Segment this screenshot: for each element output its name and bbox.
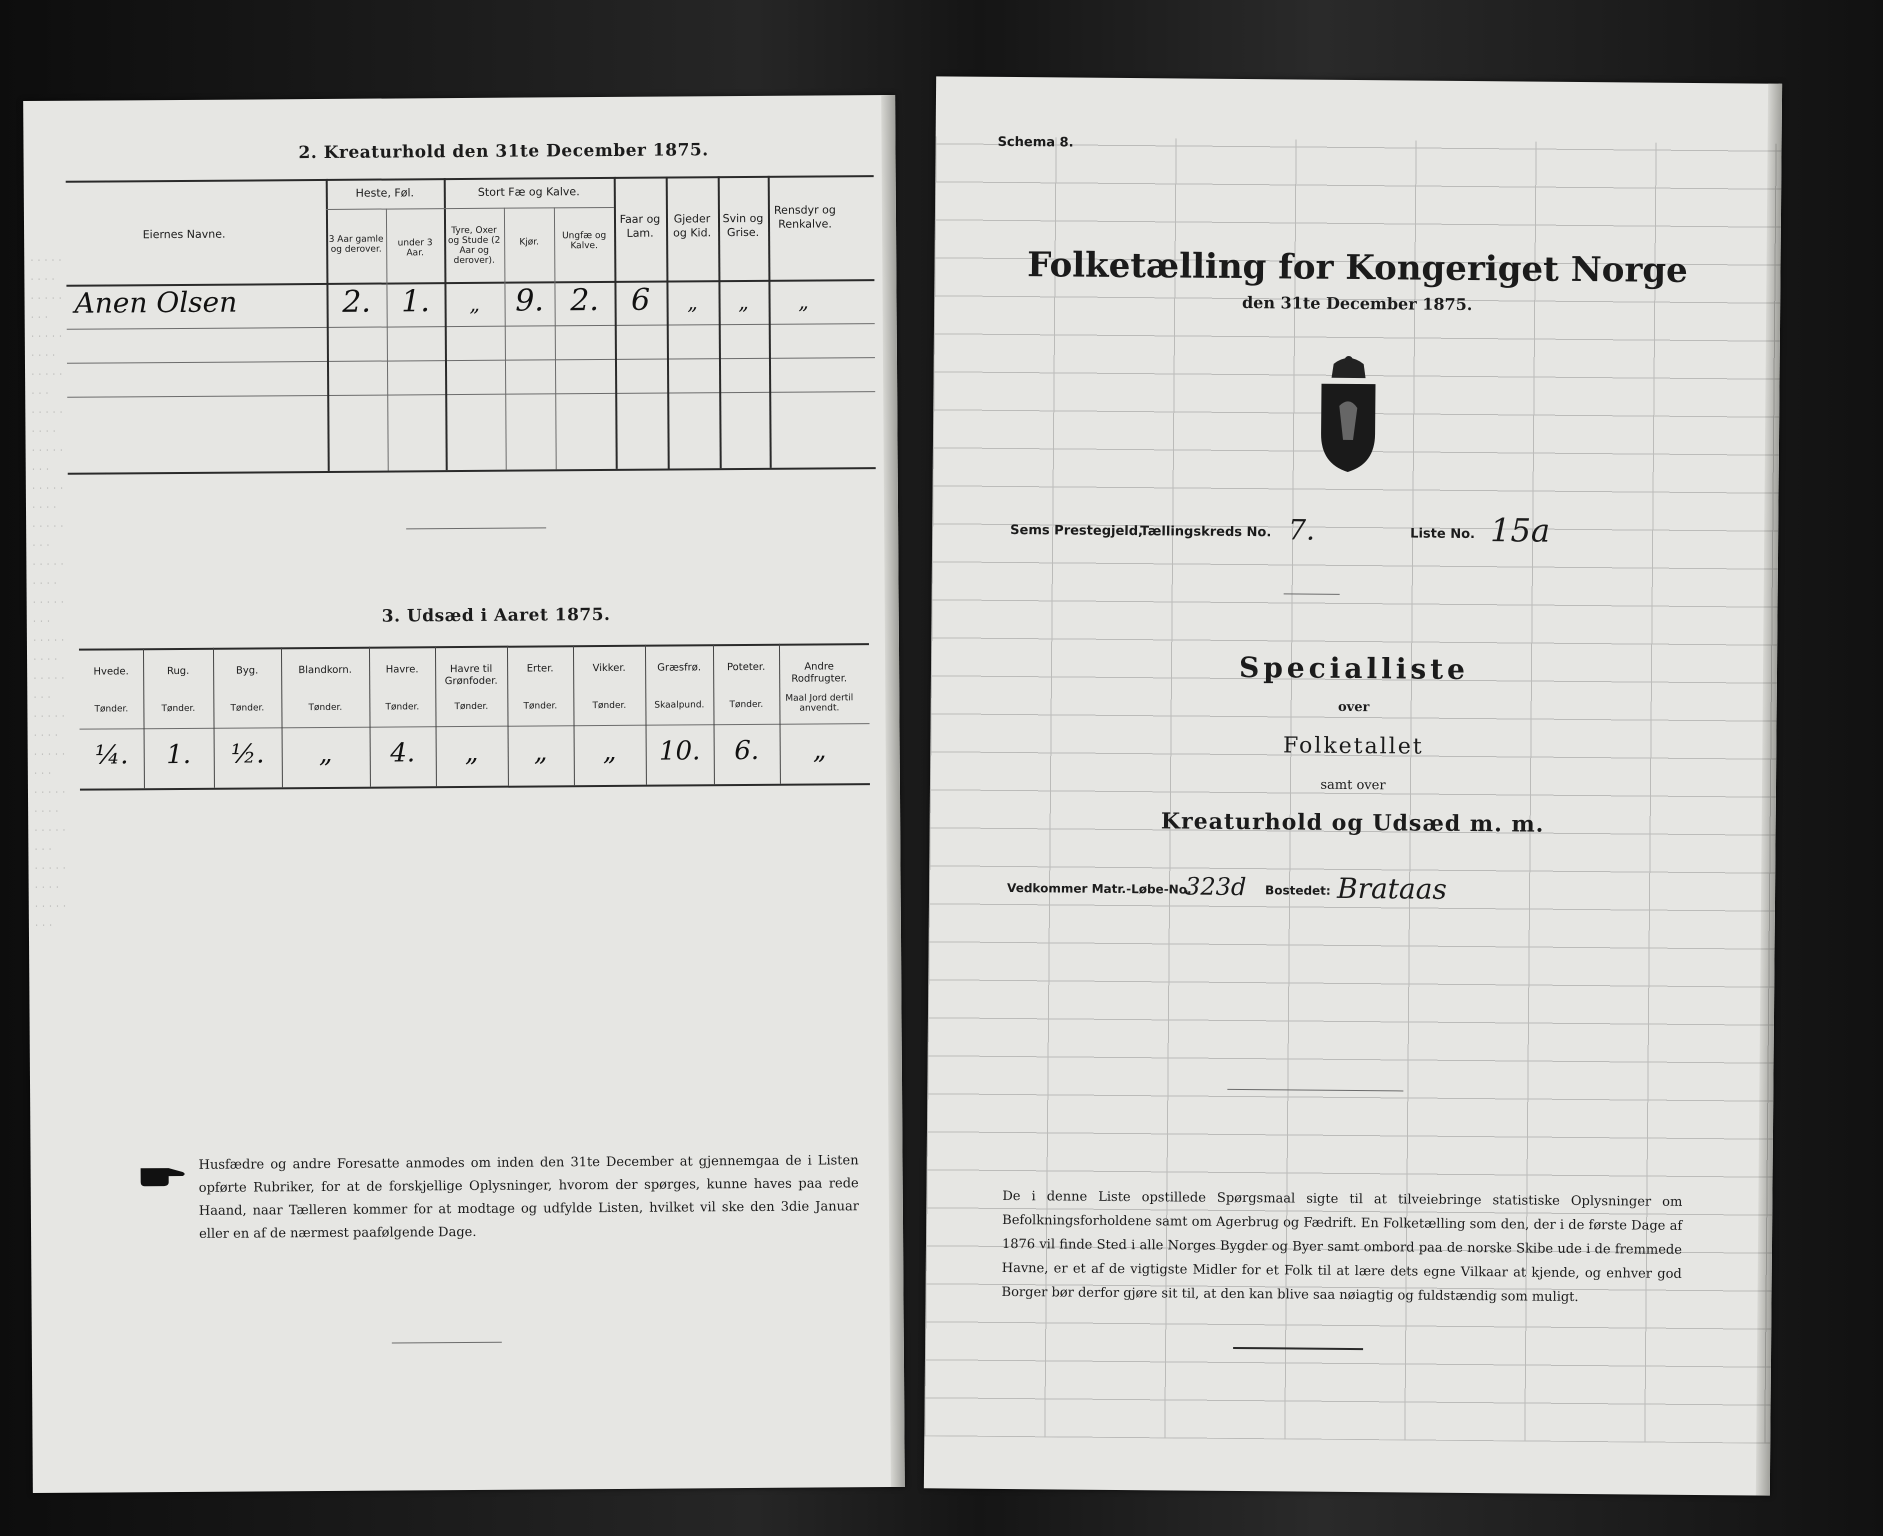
sowing-header-6: Erter. <box>526 663 554 675</box>
sowing-header-4: Havre. <box>385 664 419 676</box>
sowing-value-8: 10. <box>658 736 701 767</box>
notice-text: Husfædre og andre Foresatte anmodes om inden den 31te December at gjennemgaa de i Listen opførte Rubriker, for at de forskjellige Oplysninger, hvorom der spørges, kunne haves paa rede Haand, naar Tælleren kommer for at modtage og udfylde Listen, hvilket vil ske den 3die Januar eller en af de nærmest paafølgende Dage. <box>198 1153 859 1242</box>
horses-group-header: Heste, Føl. <box>355 186 415 200</box>
sowing-unit-1: Tønder. <box>161 703 196 715</box>
left-page <box>23 95 905 1493</box>
reindeer-value: „ <box>798 289 809 314</box>
kreaturhold-heading: Kreaturhold og Udsæd m. m. <box>1160 808 1545 838</box>
sowing-value-3: „ <box>318 738 333 770</box>
folketallet-heading: Folketallet <box>1282 733 1424 760</box>
sowing-value-9: 6. <box>734 735 760 767</box>
sheep-value: 6 <box>630 282 651 318</box>
matr-label: Vedkommer Matr.-Løbe-No. <box>1007 880 1192 897</box>
list-label: Liste No. <box>1410 526 1476 543</box>
horses-old-value: 2. <box>342 284 371 320</box>
sowing-unit-6: Tønder. <box>523 701 558 712</box>
sowing-value-2: ½. <box>230 739 265 770</box>
samt-over-text: samt over <box>1320 777 1386 794</box>
young-cattle-header: Ungfæ og Kalve. <box>562 230 607 252</box>
sowing-header-1: Rug. <box>166 665 190 678</box>
sowing-unit-7: Tønder. <box>592 700 627 712</box>
sowing-value-0: ¼. <box>94 740 129 771</box>
list-value: 15a <box>1490 511 1551 550</box>
bulls-header: Tyre, Oxer og Stude (2 Aar og derover). <box>447 225 501 267</box>
matr-line <box>1007 869 1727 915</box>
norway-coat-of-arms <box>1313 356 1384 475</box>
sowing-value-4: 4. <box>390 738 416 769</box>
sowing-unit-3: Tønder. <box>308 702 343 714</box>
bosted-value: Brataas <box>1336 871 1447 906</box>
bosted-label: Bostedet: <box>1265 883 1331 898</box>
cows-header: Kjør. <box>519 237 540 248</box>
livestock-title: 2. Kreaturhold den 31te December 1875. <box>298 140 709 164</box>
explanation-text: De i denne Liste opstillede Spørgsmaal sigte til at tilveiebringe statistiske Oplysninger om Befolkningsforholdene samt om Agerbrug og Fædrift. En Folketælling som den, der i de første Dage af 1876 vil finde Sted i alle Norges Bygder og Byer samt ombord paa de norske Skibe ude i de fremmede Havne, er et af de vigtigste Midler for et Folk til at lære dets egne Vilkaar at kjende, og enhver god Borger bør derfor gjøre sit til, at den kan blive saa nøiagtig og fuldstændig som muligt. <box>1001 1188 1683 1305</box>
census-title: Folketælling for Kongeriget Norge <box>1027 245 1688 291</box>
sowing-header-10: Andre Rodfrugter. <box>791 661 848 685</box>
sowing-header-2: Byg. <box>235 665 259 677</box>
pigs-value: „ <box>738 290 749 315</box>
district-value: 7. <box>1288 513 1316 547</box>
sowing-value-10: „ <box>812 735 827 766</box>
sowing-unit-4: Tønder. <box>385 702 420 713</box>
reindeer-header: Rensdyr og Renkalve. <box>773 203 836 231</box>
owner-name: Anen Olsen <box>74 285 238 320</box>
sowing-header-8: Græsfrø. <box>657 662 702 674</box>
sheep-header: Faar og Lam. <box>619 212 661 240</box>
over-text: over <box>1337 699 1370 716</box>
sowing-unit-0: Tønder. <box>94 704 129 715</box>
sowing-unit-5: Tønder. <box>454 701 489 713</box>
parish-label: Sems Prestegjeld, <box>1010 522 1144 540</box>
sowing-table <box>79 643 870 791</box>
sowing-value-5: „ <box>464 737 479 768</box>
pointing-hand-icon <box>139 1160 189 1188</box>
horses-young-header: under 3 Aar. <box>397 238 433 259</box>
divider <box>392 1342 502 1344</box>
right-page <box>924 76 1782 1495</box>
sowing-unit-8: Skaalpund. <box>654 700 705 711</box>
divider <box>406 527 546 529</box>
district-label: Tællingskreds No. <box>1140 524 1272 541</box>
goats-value: „ <box>687 290 698 315</box>
sowing-unit-10: Maal Jord dertil anvendt. <box>785 693 854 714</box>
sowing-header-3: Blandkorn. <box>298 664 352 677</box>
sowing-header-5: Havre til Grønfoder. <box>444 663 498 688</box>
owner-column-header: Eiernes Navne. <box>142 227 226 242</box>
cattle-group-header: Stort Fæ og Kalve. <box>477 185 580 199</box>
specialliste-heading: Specialliste <box>1238 651 1470 687</box>
sowing-value-7: „ <box>602 736 617 768</box>
horses-old-header: 3 Aar gamle og derover. <box>328 234 384 255</box>
sowing-header-9: Poteter. <box>726 661 766 674</box>
census-date: den 31te December 1875. <box>1241 293 1473 315</box>
sowing-title: 3. Udsæd i Aaret 1875. <box>381 604 611 627</box>
young-cattle-value: 2. <box>570 283 599 319</box>
sowing-header-7: Vikker. <box>592 662 626 675</box>
sowing-header-0: Hvede. <box>93 666 129 678</box>
pigs-header: Svin og Grise. <box>722 211 764 240</box>
cows-value: 9. <box>515 283 544 319</box>
schema-label: Schema 8. <box>997 134 1074 151</box>
sowing-value-6: „ <box>533 737 548 768</box>
matr-value: 323d <box>1184 872 1247 902</box>
sowing-unit-9: Tønder. <box>729 699 764 711</box>
sowing-unit-2: Tønder. <box>230 703 265 714</box>
horses-young-value: 1. <box>401 284 430 320</box>
sowing-value-1: 1. <box>166 739 192 771</box>
bleed-through-text: · · · · · · · · · · · · · · · · · · · · · · · · · · · · · · · · · · · · · · · · · · · · · · · · · · · · · · · · · · · · · · · · · · · · · · · · · · · · · · · · · · · · · · · · · · · · · · · · · · · · · · · · · · · · · · · · · · · · · · · · · · · · · · · · · · · · · · · · · · · · · · · · · · · · · · · · · <box>30 253 67 932</box>
bulls-value: „ <box>469 291 480 316</box>
goats-header: Gjeder og Kid. <box>673 212 712 240</box>
parish-line <box>1010 511 1730 557</box>
